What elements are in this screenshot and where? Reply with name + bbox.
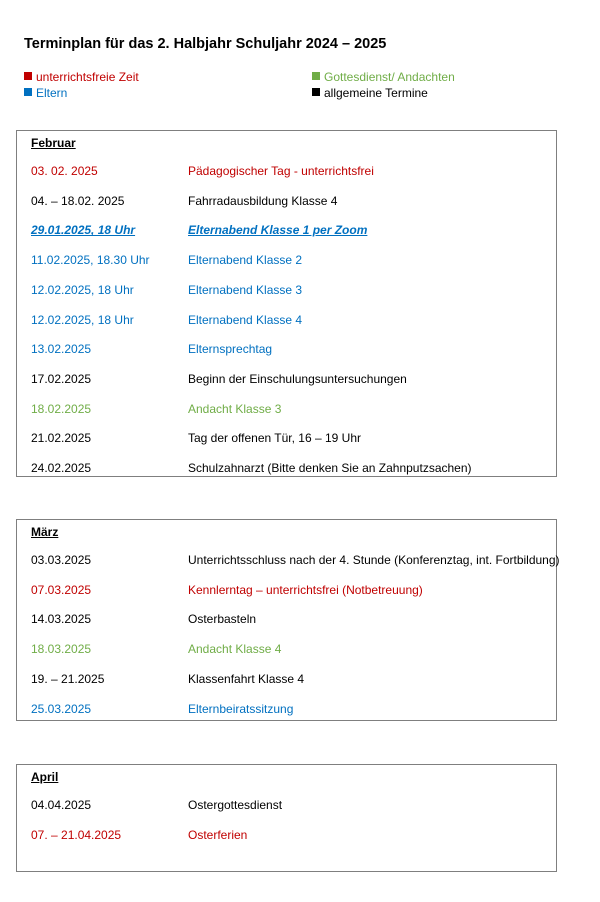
event-row: [17, 281, 556, 299]
black-square-icon: [312, 88, 320, 96]
event-description: Osterferien: [188, 827, 248, 842]
event-description: Elternabend Klasse 4: [188, 312, 303, 327]
event-date: 18.03.2025: [31, 642, 92, 657]
event-row: [17, 251, 556, 269]
event-date: 18.02.2025: [31, 401, 92, 416]
event-row: [17, 670, 556, 688]
event-row: [17, 610, 556, 628]
legend-label: unterrichtsfreie Zeit: [36, 70, 139, 84]
event-date: 24.02.2025: [31, 461, 92, 475]
color-legend: [24, 69, 584, 103]
event-row: [17, 400, 556, 418]
event-date: 03. 02. 2025: [31, 164, 98, 178]
page-title: Terminplan für das 2. Halbjahr Schuljahr 2024 – 2025: [24, 36, 387, 52]
event-description: Kennlerntag – unterrichtsfrei (Notbetreuung): [188, 582, 423, 597]
section-april: [16, 764, 557, 872]
green-square-icon: [312, 72, 320, 80]
event-date: 21.02.2025: [31, 431, 92, 446]
event-description: Fahrradausbildung Klasse 4: [188, 193, 338, 208]
month-heading: Februar: [31, 136, 76, 150]
event-date: 25.03.2025: [31, 701, 92, 716]
event-date: 17.02.2025: [31, 371, 92, 386]
event-date: 29.01.2025, 18 Uhr: [31, 223, 136, 238]
event-row: [17, 581, 556, 599]
event-description: Elternabend Klasse 3: [188, 282, 303, 297]
event-date: 04. – 18.02. 2025: [31, 193, 125, 208]
event-date: 11.02.2025, 18.30 Uhr: [31, 253, 150, 268]
event-date: 12.02.2025, 18 Uhr: [31, 282, 134, 297]
legend-label: Eltern: [36, 86, 68, 100]
event-row: [17, 826, 556, 844]
section-februar: [16, 130, 557, 477]
event-date: 03.03.2025: [31, 553, 92, 567]
event-description: Unterrichtsschluss nach der 4. Stunde (Konferenztag, int. Fortbildung): [188, 553, 560, 567]
month-heading: März: [31, 525, 59, 539]
event-date: 12.02.2025, 18 Uhr: [31, 312, 134, 327]
event-row: [17, 221, 556, 239]
event-description: Beginn der Einschulungsuntersuchungen: [188, 371, 407, 386]
red-square-icon: [24, 72, 32, 80]
legend-item-unterrichtsfrei: [24, 69, 139, 85]
event-row: [17, 162, 556, 180]
event-date: 14.03.2025: [31, 612, 92, 627]
event-description: Schulzahnarzt (Bitte denken Sie an Zahnputzsachen): [188, 461, 472, 475]
event-row: [17, 429, 556, 447]
event-description: Pädagogischer Tag - unterrichtsfrei: [188, 164, 374, 178]
event-description: Osterbasteln: [188, 612, 257, 627]
event-description: Elternsprechtag: [188, 342, 273, 357]
legend-item-gottesdienst: [312, 69, 455, 85]
event-description: Tag der offenen Tür, 16 – 19 Uhr: [188, 431, 362, 446]
event-description: Andacht Klasse 4: [188, 642, 282, 657]
event-row: [17, 459, 556, 477]
event-row: [17, 551, 560, 569]
event-description: Andacht Klasse 3: [188, 401, 282, 416]
event-description: Ostergottesdienst: [188, 798, 283, 812]
event-description: Elternabend Klasse 1 per Zoom: [188, 223, 368, 238]
event-date: 13.02.2025: [31, 342, 92, 357]
event-row: [17, 796, 556, 814]
event-row: [17, 370, 556, 388]
event-description: Elternbeiratssitzung: [188, 701, 294, 716]
legend-label: Gottesdienst/ Andachten: [324, 70, 455, 84]
legend-item-eltern: [24, 85, 67, 101]
blue-square-icon: [24, 88, 32, 96]
legend-item-allgemein: [312, 85, 428, 101]
event-row: [17, 340, 556, 358]
event-date: 07. – 21.04.2025: [31, 827, 122, 842]
event-row: [17, 640, 556, 658]
event-date: 07.03.2025: [31, 582, 92, 597]
event-description: Elternabend Klasse 2: [188, 253, 303, 268]
section-maerz: [16, 519, 560, 721]
event-date: 19. – 21.2025: [31, 671, 105, 686]
event-date: 04.04.2025: [31, 798, 92, 812]
event-row: [17, 700, 556, 718]
month-heading: April: [31, 770, 59, 784]
event-description: Klassenfahrt Klasse 4: [188, 671, 305, 686]
event-row: [17, 311, 556, 329]
event-row: [17, 192, 556, 210]
legend-label: allgemeine Termine: [324, 86, 428, 100]
